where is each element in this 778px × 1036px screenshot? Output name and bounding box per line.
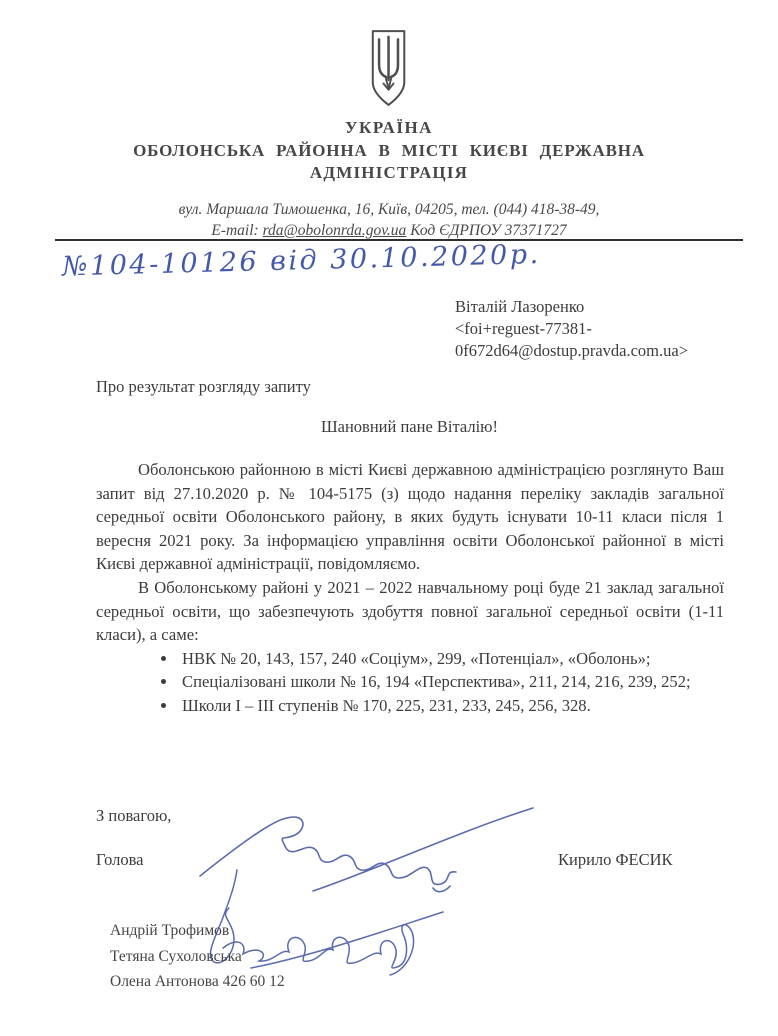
country-title: УКРАЇНА xyxy=(345,118,433,137)
list-item-nvk: • НВК № 20, 143, 157, 240 «Соціум», 299, «Потенціал», «Оболонь»; xyxy=(178,647,724,671)
executor-name-2: Тетяна Сухоловська xyxy=(110,947,242,965)
body-paragraph-1: Оболонською районною в місті Києві державною адміністрацією розглянуто Ваш запит від 27.10.2020 р. № 104-5175 (з) щодо надання переліку закладів загальної середньої освіти Оболонського району, в яких будуть існувати 10-11 класи після 1 вересня 2021 року. За інформацією управління освіти Оболонської районної в місті Києві державної адміністрації, повідомляємо. xyxy=(96,460,724,574)
edrpou-code: Код ЄДРПОУ 37371727 xyxy=(406,222,567,239)
letter-body xyxy=(96,458,724,718)
executor-name-1: Андрій Трофимов xyxy=(110,922,230,939)
recipient-block xyxy=(455,296,745,362)
handwritten-registration-number: №104-10126 від 30.10.2020р. xyxy=(61,238,542,283)
email-label: E-mail: xyxy=(211,222,263,239)
address-line: вул. Маршала Тимошенка, 16, Київ, 04205, тел. (044) 418-38-49, xyxy=(178,201,600,218)
executor-name-3: Олена Антонова 426 60 12 xyxy=(110,973,285,990)
signer-name: Кирило ФЕСИК xyxy=(558,850,673,869)
closing-regards: З повагою, xyxy=(96,806,172,825)
letterhead-contact-block xyxy=(0,199,778,241)
letterhead xyxy=(0,0,778,241)
letterhead-divider xyxy=(55,239,743,241)
recipient-email-line1: <foi+reguest-77381- xyxy=(455,319,592,338)
recipient-name: Віталій Лазоренко xyxy=(455,297,585,316)
list-item-schools-i-iii: • Школи І – ІІІ ступенів № 170, 225, 231, 233, 245, 256, 328. xyxy=(178,694,724,718)
executors-block xyxy=(110,918,285,995)
body-paragraph-2: В Оболонському районі у 2021 – 2022 навчальному році буде 21 заклад загальної середньої освіти, що забезпечують здобуття повної загальної середньої освіти (1-11 класи), а саме: xyxy=(96,577,724,645)
email-line xyxy=(0,220,778,241)
organization-name-line2: АДМІНІСТРАЦІЯ xyxy=(309,163,469,182)
email-address: rda@obolonrda.gov.ua xyxy=(262,222,407,239)
signer-title: Голова xyxy=(96,850,144,869)
organization-name-line1: ОБОЛОНСЬКА РАЙОННА В МІСТІ КИЄВІ ДЕРЖАВНА xyxy=(133,141,645,160)
list-item-specialized-schools: • Спеціалізовані школи № 16, 194 «Перспектива», 211, 214, 216, 239, 252; xyxy=(178,670,724,694)
subject-line: Про результат розгляду запиту xyxy=(96,377,311,396)
ukraine-trident-emblem xyxy=(0,28,778,112)
schools-list xyxy=(162,647,724,718)
salutation: Шановний пане Віталію! xyxy=(321,417,498,436)
recipient-email-line2: 0f672d64@dostup.pravda.com.ua> xyxy=(455,341,688,360)
